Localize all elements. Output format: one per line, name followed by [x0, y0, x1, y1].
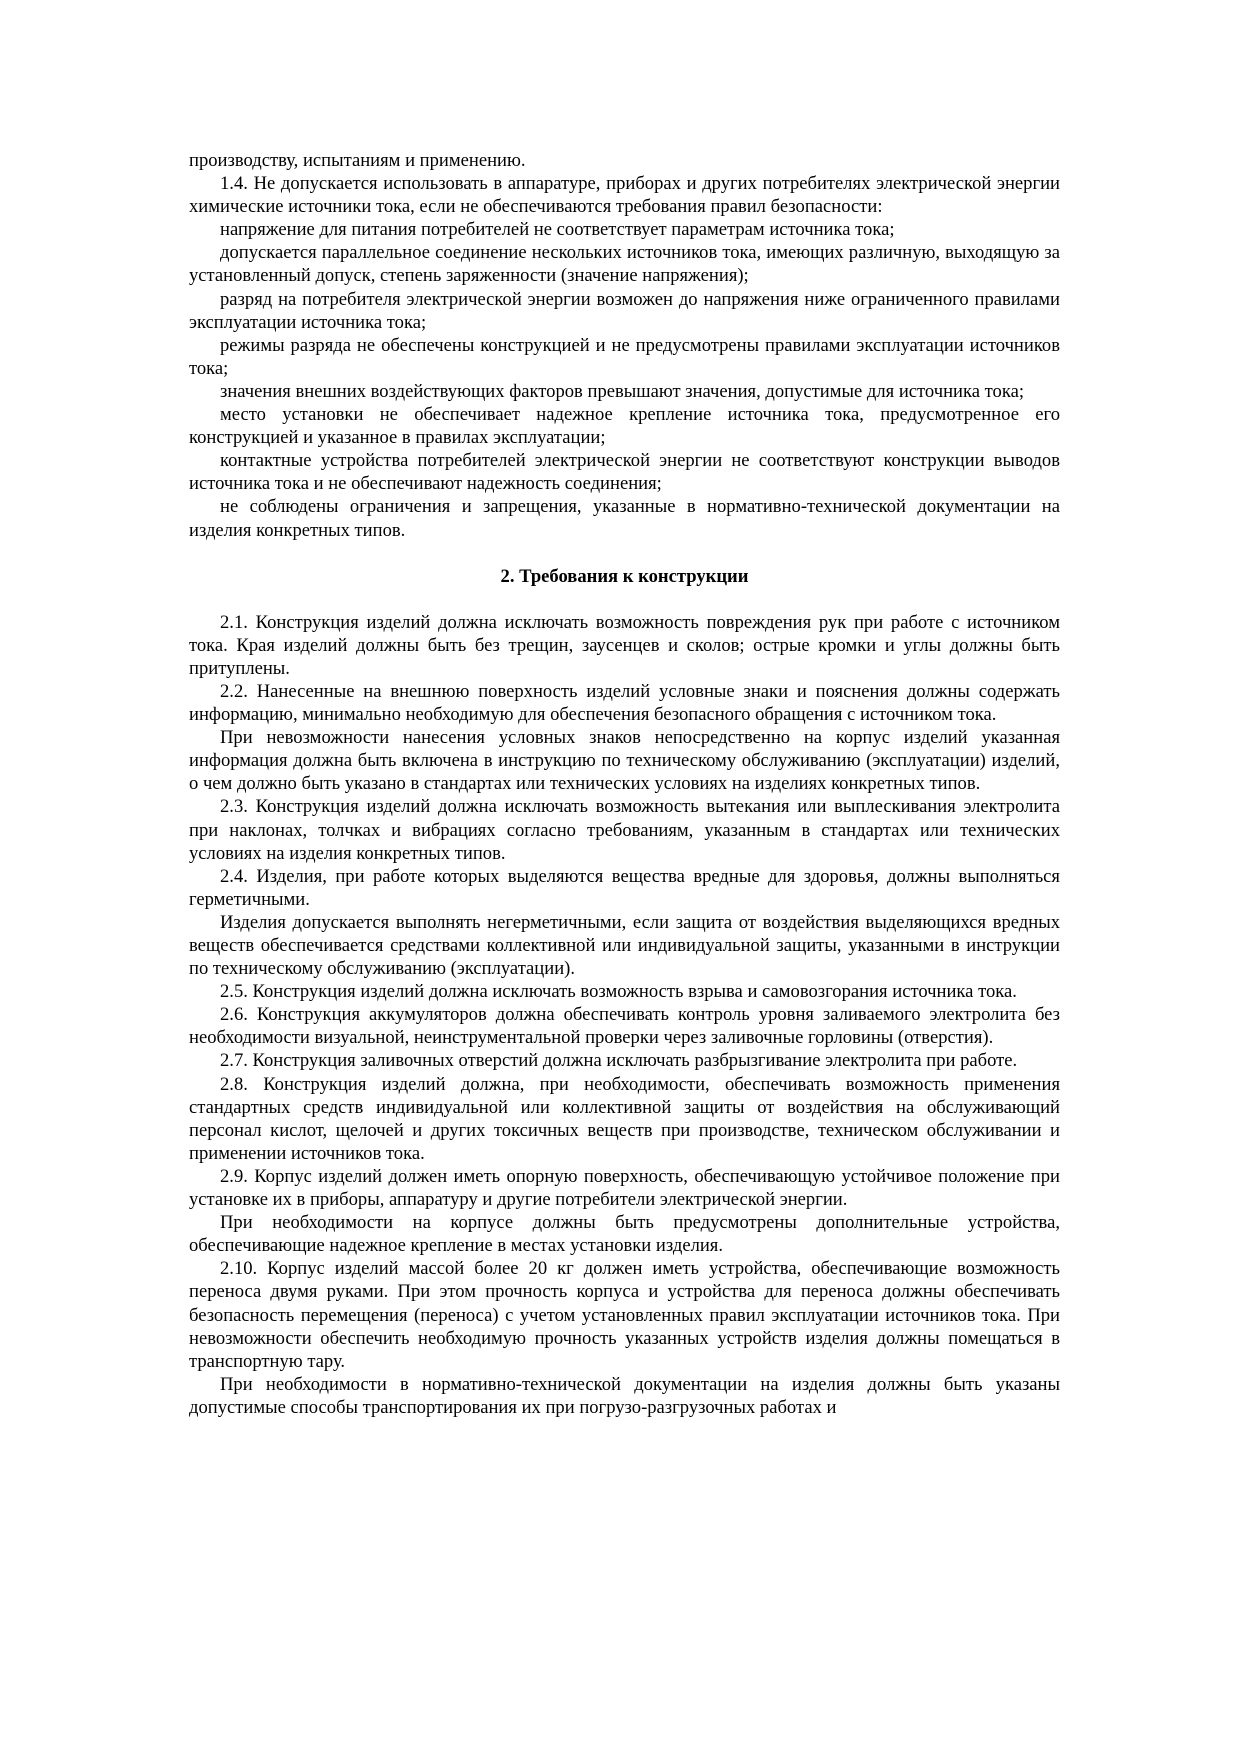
paragraph-2-10-note: При необходимости в нормативно-технической документации на изделия должны быть указаны допустимые способы транспортирования их при погрузо-разгрузочных работах и — [189, 1373, 1060, 1418]
list-item-restrictions: не соблюдены ограничения и запрещения, указанные в нормативно-технической документации на изделия конкретных типов. — [189, 496, 1060, 541]
paragraph-2-4-note: Изделия допускается выполнять негерметичными, если защита от воздействия выделяющихся вредных веществ обеспечивается средствами коллективной или индивидуальной защиты, указанными в инструкции по техническому обслуживанию (эксплуатации). — [189, 911, 1060, 980]
paragraph-2-1: 2.1. Конструкция изделий должна исключать возможность повреждения рук при работе с источником тока. Края изделий должны быть без трещин, заусенцев и сколов; острые кромки и углы должны быть притуплены. — [189, 611, 1060, 679]
list-item-external-factors: значения внешних воздействующих факторов превышают значения, допустимые для источника тока; — [220, 380, 1024, 402]
paragraph-2-8: 2.8. Конструкция изделий должна, при необходимости, обеспечивать возможность применения стандартных средств индивидуальной или коллективной защиты от воздействия на обслуживающий персонал кислот, щелочей и других токсичных веществ при производстве, техническом обслуживании и применении источников тока. — [189, 1073, 1060, 1164]
paragraph-2-2-note: При невозможности нанесения условных знаков непосредственно на корпус изделий указанная информация должна быть включена в инструкцию по техническому обслуживанию (эксплуатации) изделий, о чем должно быть указано в стандартах или технических условиях на изделиях конкретных типов. — [189, 727, 1060, 795]
document-body — [189, 149, 1060, 1419]
paragraph-continuation: производству, испытаниям и применению. — [189, 150, 526, 171]
paragraph-2-5: 2.5. Конструкция изделий должна исключать возможность взрыва и самовозгорания источника тока. — [220, 981, 1017, 1003]
list-item-voltage: напряжение для питания потребителей не соответствует параметрам источника тока; — [220, 219, 895, 241]
section-heading: 2. Требования к конструкции — [500, 565, 749, 587]
paragraph-2-10: 2.10. Корпус изделий массой более 20 кг должен иметь устройства, обеспечивающие возможность переноса двумя руками. При этом прочность корпуса и устройства для переноса должны обеспечивать безопасность перемещения (переноса) с учетом установленных правил эксплуатации источников тока. При невозможности обеспечить необходимую прочность указанных устройств изделия должны помещаться в транспортную тару. — [189, 1258, 1060, 1372]
list-item-discharge: разряд на потребителя электрической энергии возможен до напряжения ниже ограниченного правилами эксплуатации источника тока; — [189, 288, 1060, 333]
paragraph-2-9-note: При необходимости на корпусе должны быть предусмотрены дополнительные устройства, обеспечивающие надежное крепление в местах установки изделия. — [189, 1212, 1060, 1257]
paragraph-2-7: 2.7. Конструкция заливочных отверстий должна исключать разбрызгивание электролита при работе. — [220, 1050, 1018, 1072]
list-item-parallel-connection: допускается параллельное соединение нескольких источников тока, имеющих различную, выходящую за установленный допуск, степень заряженности (значение напряжения); — [189, 242, 1060, 287]
paragraph-2-6: 2.6. Конструкция аккумуляторов должна обеспечивать контроль уровня заливаемого электролита без необходимости визуальной, неинструментальной проверки через заливочные горловины (отверстия). — [189, 1004, 1060, 1049]
paragraph-1-4: 1.4. Не допускается использовать в аппаратуре, приборах и других потребителях электрической энергии химические источники тока, если не обеспечиваются требования правил безопасности: — [189, 173, 1060, 218]
list-item-mounting-place: место установки не обеспечивает надежное крепление источника тока, предусмотренное его конструкцией и указанное в правилах эксплуатации; — [189, 404, 1060, 449]
paragraph-2-9: 2.9. Корпус изделий должен иметь опорную поверхность, обеспечивающую устойчивое положение при установке их в приборы, аппаратуру и другие потребители электрической энергии. — [189, 1165, 1060, 1211]
list-item-discharge-modes: режимы разряда не обеспечены конструкцией и не предусмотрены правилами эксплуатации источников тока; — [189, 334, 1060, 379]
list-item-contact-devices: контактные устройства потребителей электрической энергии не соответствуют конструкции выводов источника тока и не обеспечивают надежность соединения; — [189, 450, 1060, 495]
paragraph-2-3: 2.3. Конструкция изделий должна исключать возможность вытекания или выплескивания электролита при наклонах, толчках и вибрациях согласно требованиям, указанным в стандартах или технических условиях на изделия конкретных типов. — [189, 796, 1060, 864]
paragraph-2-2: 2.2. Нанесенные на внешнюю поверхность изделий условные знаки и пояснения должны содержать информацию, минимально необходимую для обеспечения безопасного обращения с источником тока. — [189, 680, 1060, 726]
paragraph-2-4: 2.4. Изделия, при работе которых выделяются вещества вредные для здоровья, должны выполняться герметичными. — [189, 865, 1060, 910]
